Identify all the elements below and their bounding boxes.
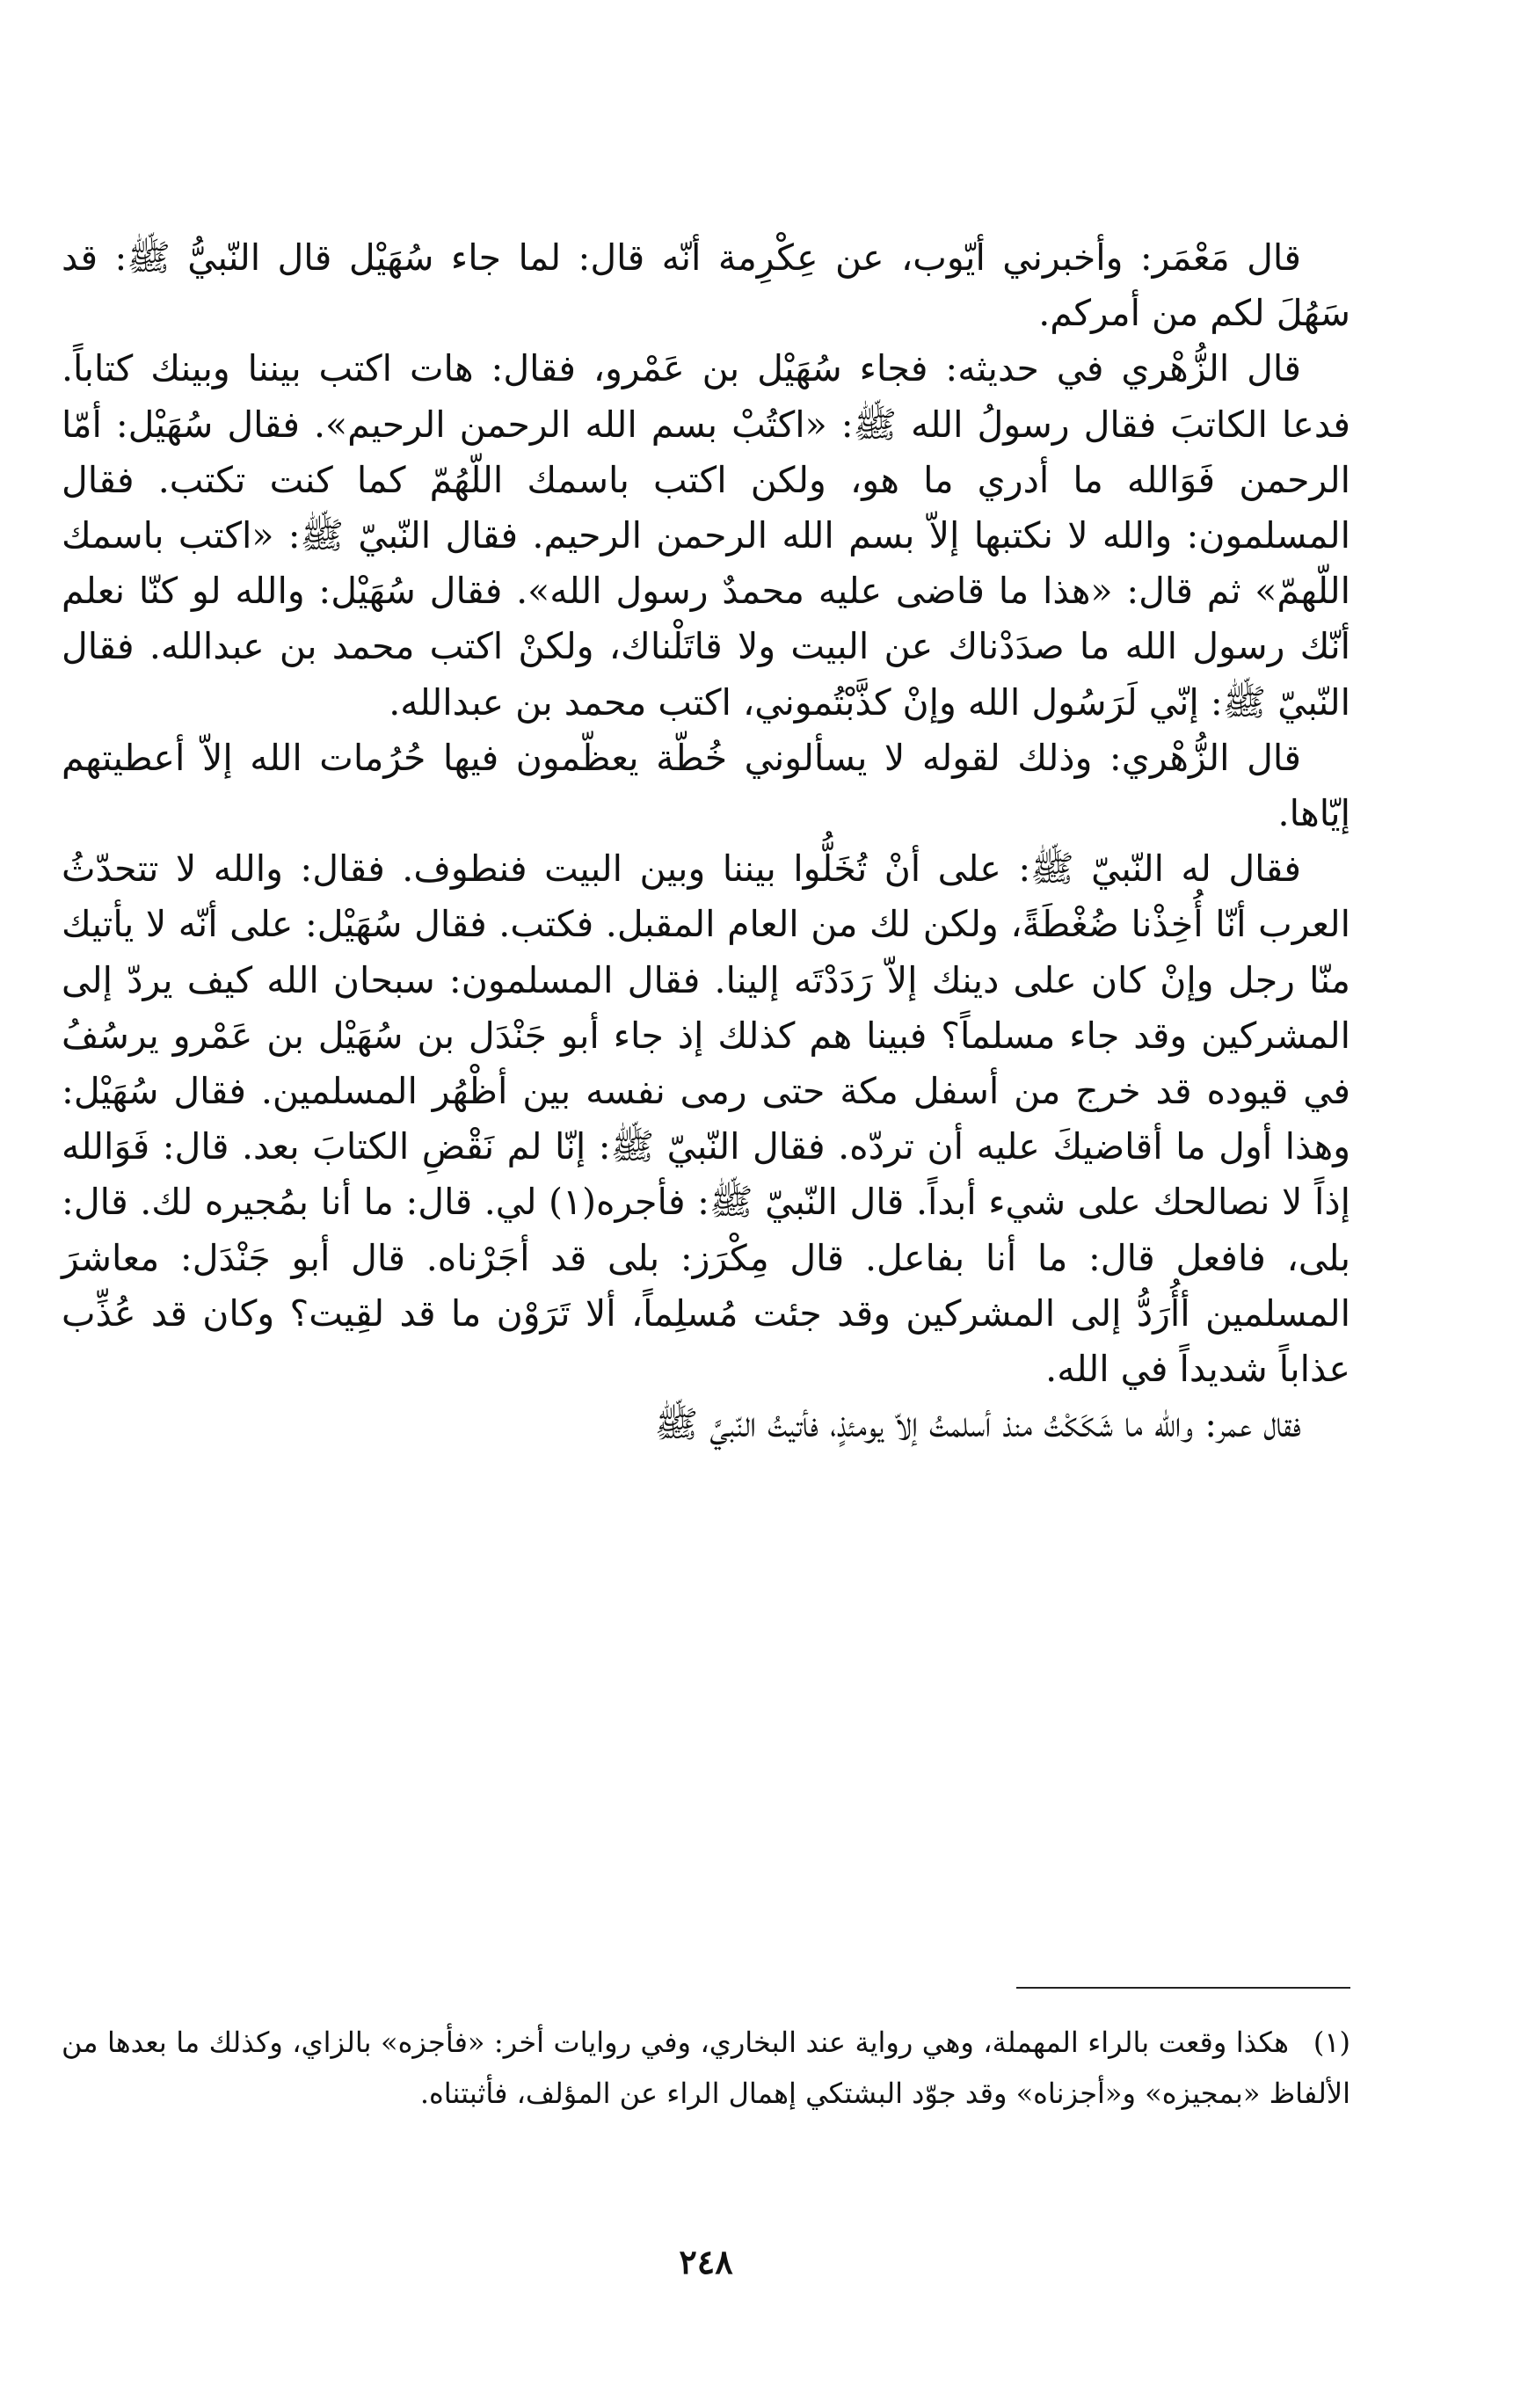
page-number: ٢٤٨ [679, 2242, 733, 2281]
body-paragraph: قال مَعْمَر: وأخبرني أيّوب، عن عِكْرِمة أنّه قال: لما جاء سُهَيْل قال النّبيُّ ﷺ: قد سَهُلَ لكم من أمركم. [62, 236, 1350, 335]
footnote-marker: (١) [1313, 2026, 1350, 2059]
footnote-divider [1016, 1987, 1350, 1989]
footnote-text: هكذا وقعت بالراء المهملة، وهي رواية عند البخاري، وفي روايات أخر: «فأجزه» بالزاي، وكذلك ما بعدها من الألفاظ «بمجيزه» و«أجزناه» وقد جوّد البشتكي إهمال الراء عن المؤلف، فأثبتناه. [62, 2026, 1350, 2110]
footnote-paragraph [62, 2017, 1350, 2119]
body-paragraph: فقال له النّبيّ ﷺ: على أنْ تُخَلُّوا بيننا وبين البيت فنطوف. فقال: والله لا تتحدّثُ العرب أنّا أُخِذْنا ضُغْطَةً، ولكن لك من العام المقبل. فكتب. فقال سُهَيْل: على أنّه لا يأتيك منّا رجل وإنْ كان على دينك إلاّ رَدَدْتَه إلينا. فقال المسلمون: سبحان الله كيف يردّ إلى المشركين وقد جاء مسلماً؟ فبينا هم كذلك إذ جاء أبو جَنْدَل بن سُهَيْل بن عَمْرو يرسُفُ في قيوده قد خرج من أسفل مكة حتى رمى نفسه بين أظْهُر المسلمين. فقال سُهَيْل: وهذا أول ما أقاضيكَ عليه أن تردّه. فقال النّبيّ ﷺ: إنّا لم نَقْضِ الكتابَ بعد. قال: فَوَالله إذاً لا نصالحك على شيء أبداً. قال النّبيّ ﷺ: فأجره(١) لي. قال: ما أنا بمُجيره لك. قال: بلى، فافعل قال: ما أنا بفاعل. قال مِكْرَز: بلى قد أجَرْناه. قال أبو جَنْدَل: معاشرَ المسلمين أأُرَدُّ إلى المشركين وقد جئت مُسلِماً، ألا تَرَوْن ما قد لقِيت؟ وكان قد عُذِّب عذاباً شديداً في الله. [62, 848, 1350, 1391]
body-paragraph: فقال عمر: والله ما شَكَكْتُ منذ أسلمتُ إلاّ يومئذٍ، فأتيتُ النّبيَّ ﷺ [654, 1403, 1301, 1446]
body-paragraph: قال الزُّهْري: وذلك لقوله لا يسألوني خُطّة يعظّمون فيها حُرُمات الله إلاّ أعطيتهم إيّاها. [62, 736, 1350, 835]
footnote [62, 2017, 1350, 2119]
body-paragraph: قال الزُّهْري في حديثه: فجاء سُهَيْل بن عَمْرو، فقال: هات اكتب بيننا وبينك كتاباً. فدعا الكاتبَ فقال رسولُ الله ﷺ: «اكتُبْ بسم الله الرحمن الرحيم». فقال سُهَيْل: أمّا الرحمن فَوَالله ما أدري ما هو، ولكن اكتب باسمك اللّهُمّ كما كنت تكتب. فقال المسلمون: والله لا نكتبها إلاّ بسم الله الرحمن الرحيم. فقال النّبيّ ﷺ: «اكتب باسمك اللّهمّ» ثم قال: «هذا ما قاضى عليه محمدٌ رسول الله». فقال سُهَيْل: والله لو كنّا نعلم أنّك رسول الله ما صدَدْناك عن البيت ولا قاتَلْناك، ولكنْ اكتب محمد بن عبدالله. فقال النّبيّ ﷺ: إنّي لَرَسُول الله وإنْ كذَّبْتُموني، اكتب محمد بن عبدالله. [62, 347, 1350, 724]
main-text-block [62, 230, 1350, 1452]
